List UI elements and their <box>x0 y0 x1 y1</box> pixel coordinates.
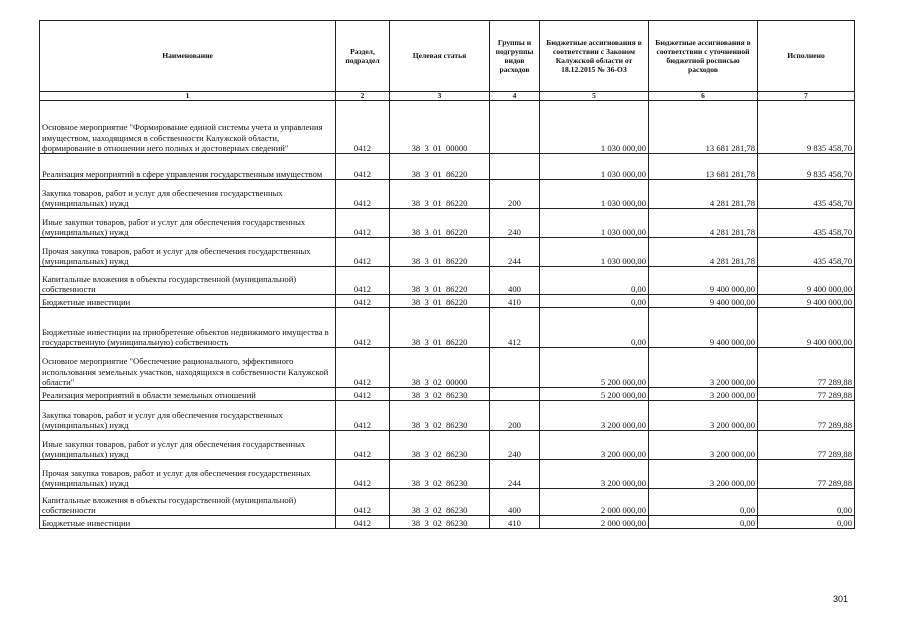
row-law-amount: 1 030 000,00 <box>540 180 649 209</box>
row-exec-amount: 9 400 000,00 <box>758 295 855 308</box>
colnum-2: 2 <box>336 92 390 101</box>
table-row <box>40 516 855 529</box>
row-group: 240 <box>490 431 540 460</box>
row-name: Прочая закупка товаров, работ и услуг для обеспечения государственных (муниципальных) нужд <box>40 460 336 489</box>
row-exec-amount: 77 289,88 <box>758 431 855 460</box>
row-group <box>490 348 540 388</box>
row-target: 38 3 02 86230 <box>390 388 490 401</box>
table-row <box>40 348 855 388</box>
row-target: 38 3 01 86220 <box>390 209 490 238</box>
budget-table-sheet <box>39 20 854 529</box>
row-target: 38 3 01 86220 <box>390 238 490 267</box>
row-target: 38 3 01 86220 <box>390 308 490 348</box>
row-group: 200 <box>490 180 540 209</box>
colnum-7: 7 <box>758 92 855 101</box>
row-name: Капитальные вложения в объекты государственной (муниципальной) собственности <box>40 489 336 516</box>
header-section: Раздел, подраздел <box>336 21 390 92</box>
row-plan-amount: 3 200 000,00 <box>649 388 758 401</box>
row-name: Закупка товаров, работ и услуг для обеспечения государственных (муниципальных) нужд <box>40 180 336 209</box>
row-exec-amount: 9 400 000,00 <box>758 308 855 348</box>
row-plan-amount: 3 200 000,00 <box>649 401 758 431</box>
header-name: Наименование <box>40 21 336 92</box>
row-plan-amount: 13 681 281,78 <box>649 101 758 154</box>
table-body <box>40 101 855 529</box>
header-exec: Исполнено <box>758 21 855 92</box>
row-plan-amount: 0,00 <box>649 489 758 516</box>
row-target: 38 3 02 86230 <box>390 401 490 431</box>
colnum-1: 1 <box>40 92 336 101</box>
header-group: Группы и подгруппы видов расходов <box>490 21 540 92</box>
header-row <box>40 21 855 92</box>
row-plan-amount: 9 400 000,00 <box>649 267 758 295</box>
row-plan-amount: 3 200 000,00 <box>649 460 758 489</box>
row-name: Прочая закупка товаров, работ и услуг для обеспечения государственных (муниципальных) нужд <box>40 238 336 267</box>
row-plan-amount: 3 200 000,00 <box>649 348 758 388</box>
table-row <box>40 295 855 308</box>
row-law-amount: 3 200 000,00 <box>540 401 649 431</box>
row-law-amount: 1 030 000,00 <box>540 209 649 238</box>
row-law-amount: 0,00 <box>540 308 649 348</box>
row-target: 38 3 01 86220 <box>390 267 490 295</box>
table-row <box>40 489 855 516</box>
row-target: 38 3 02 86230 <box>390 489 490 516</box>
row-plan-amount: 4 281 281,78 <box>649 209 758 238</box>
header-law: Бюджетные ассигнования в соответствии с Законом Калужской области от 18.12.2015 № 36-ОЗ <box>540 21 649 92</box>
row-exec-amount: 9 400 000,00 <box>758 267 855 295</box>
row-target: 38 3 01 00000 <box>390 101 490 154</box>
colnum-3: 3 <box>390 92 490 101</box>
table-row <box>40 267 855 295</box>
row-group: 410 <box>490 516 540 529</box>
row-section: 0412 <box>336 431 390 460</box>
row-section: 0412 <box>336 295 390 308</box>
row-target: 38 3 02 00000 <box>390 348 490 388</box>
row-section: 0412 <box>336 348 390 388</box>
row-section: 0412 <box>336 388 390 401</box>
row-group: 410 <box>490 295 540 308</box>
row-law-amount: 0,00 <box>540 267 649 295</box>
header-plan: Бюджетные ассигнования в соответствии с уточненной бюджетной росписью расходов <box>649 21 758 92</box>
row-plan-amount: 0,00 <box>649 516 758 529</box>
row-name: Иные закупки товаров, работ и услуг для обеспечения государственных (муниципальных) нужд <box>40 209 336 238</box>
row-law-amount: 0,00 <box>540 295 649 308</box>
row-target: 38 3 01 86220 <box>390 295 490 308</box>
row-exec-amount: 435 458,70 <box>758 209 855 238</box>
budget-table <box>39 20 855 529</box>
row-target: 38 3 01 86220 <box>390 154 490 180</box>
table-row <box>40 154 855 180</box>
row-section: 0412 <box>336 489 390 516</box>
row-group <box>490 388 540 401</box>
row-section: 0412 <box>336 101 390 154</box>
row-name: Основное мероприятие "Формирование единой системы учета и управления имуществом, находящимся в собственности Калужской области, формирование в отношении него полных и достоверных сведений" <box>40 101 336 154</box>
row-section: 0412 <box>336 460 390 489</box>
row-name: Иные закупки товаров, работ и услуг для обеспечения государственных (муниципальных) нужд <box>40 431 336 460</box>
row-target: 38 3 02 86230 <box>390 516 490 529</box>
row-target: 38 3 01 86220 <box>390 180 490 209</box>
row-exec-amount: 435 458,70 <box>758 180 855 209</box>
row-section: 0412 <box>336 154 390 180</box>
table-row <box>40 209 855 238</box>
row-law-amount: 1 030 000,00 <box>540 238 649 267</box>
table-row <box>40 388 855 401</box>
row-name: Бюджетные инвестиции на приобретение объектов недвижимого имущества в государственную (муниципальную) собственность <box>40 308 336 348</box>
row-group: 244 <box>490 460 540 489</box>
row-exec-amount: 77 289,88 <box>758 388 855 401</box>
row-section: 0412 <box>336 308 390 348</box>
row-group: 240 <box>490 209 540 238</box>
row-law-amount: 2 000 000,00 <box>540 516 649 529</box>
table-row <box>40 431 855 460</box>
row-exec-amount: 9 835 458,70 <box>758 154 855 180</box>
table-row <box>40 308 855 348</box>
row-name: Бюджетные инвестиции <box>40 516 336 529</box>
row-exec-amount: 77 289,88 <box>758 348 855 388</box>
row-group <box>490 101 540 154</box>
row-law-amount: 5 200 000,00 <box>540 388 649 401</box>
row-target: 38 3 02 86230 <box>390 431 490 460</box>
table-row <box>40 238 855 267</box>
row-plan-amount: 4 281 281,78 <box>649 238 758 267</box>
row-exec-amount: 435 458,70 <box>758 238 855 267</box>
column-number-row <box>40 92 855 101</box>
row-name: Реализация мероприятий в области земельных отношений <box>40 388 336 401</box>
row-name: Реализация мероприятий в сфере управления государственным имуществом <box>40 154 336 180</box>
colnum-4: 4 <box>490 92 540 101</box>
row-name: Бюджетные инвестиции <box>40 295 336 308</box>
row-exec-amount: 9 835 458,70 <box>758 101 855 154</box>
row-section: 0412 <box>336 267 390 295</box>
table-row <box>40 460 855 489</box>
row-exec-amount: 77 289,88 <box>758 460 855 489</box>
row-group <box>490 154 540 180</box>
row-plan-amount: 13 681 281,78 <box>649 154 758 180</box>
row-name: Основное мероприятие "Обеспечение рационального, эффективного использования земельных участков, находящихся в собственности Калужской области" <box>40 348 336 388</box>
row-law-amount: 2 000 000,00 <box>540 489 649 516</box>
row-group: 200 <box>490 401 540 431</box>
colnum-5: 5 <box>540 92 649 101</box>
row-plan-amount: 9 400 000,00 <box>649 295 758 308</box>
page-number: 301 <box>833 594 849 604</box>
row-law-amount: 1 030 000,00 <box>540 101 649 154</box>
row-plan-amount: 9 400 000,00 <box>649 308 758 348</box>
row-exec-amount: 0,00 <box>758 489 855 516</box>
table-row <box>40 101 855 154</box>
row-section: 0412 <box>336 180 390 209</box>
row-exec-amount: 77 289,88 <box>758 401 855 431</box>
row-group: 244 <box>490 238 540 267</box>
row-section: 0412 <box>336 401 390 431</box>
row-law-amount: 3 200 000,00 <box>540 460 649 489</box>
row-group: 400 <box>490 489 540 516</box>
row-target: 38 3 02 86230 <box>390 460 490 489</box>
row-law-amount: 5 200 000,00 <box>540 348 649 388</box>
colnum-6: 6 <box>649 92 758 101</box>
row-exec-amount: 0,00 <box>758 516 855 529</box>
row-law-amount: 1 030 000,00 <box>540 154 649 180</box>
row-section: 0412 <box>336 209 390 238</box>
row-section: 0412 <box>336 238 390 267</box>
row-law-amount: 3 200 000,00 <box>540 431 649 460</box>
row-plan-amount: 3 200 000,00 <box>649 431 758 460</box>
row-name: Закупка товаров, работ и услуг для обеспечения государственных (муниципальных) нужд <box>40 401 336 431</box>
table-row <box>40 401 855 431</box>
row-name: Капитальные вложения в объекты государственной (муниципальной) собственности <box>40 267 336 295</box>
row-group: 412 <box>490 308 540 348</box>
header-target: Целевая статья <box>390 21 490 92</box>
row-section: 0412 <box>336 516 390 529</box>
table-row <box>40 180 855 209</box>
row-group: 400 <box>490 267 540 295</box>
row-plan-amount: 4 281 281,78 <box>649 180 758 209</box>
